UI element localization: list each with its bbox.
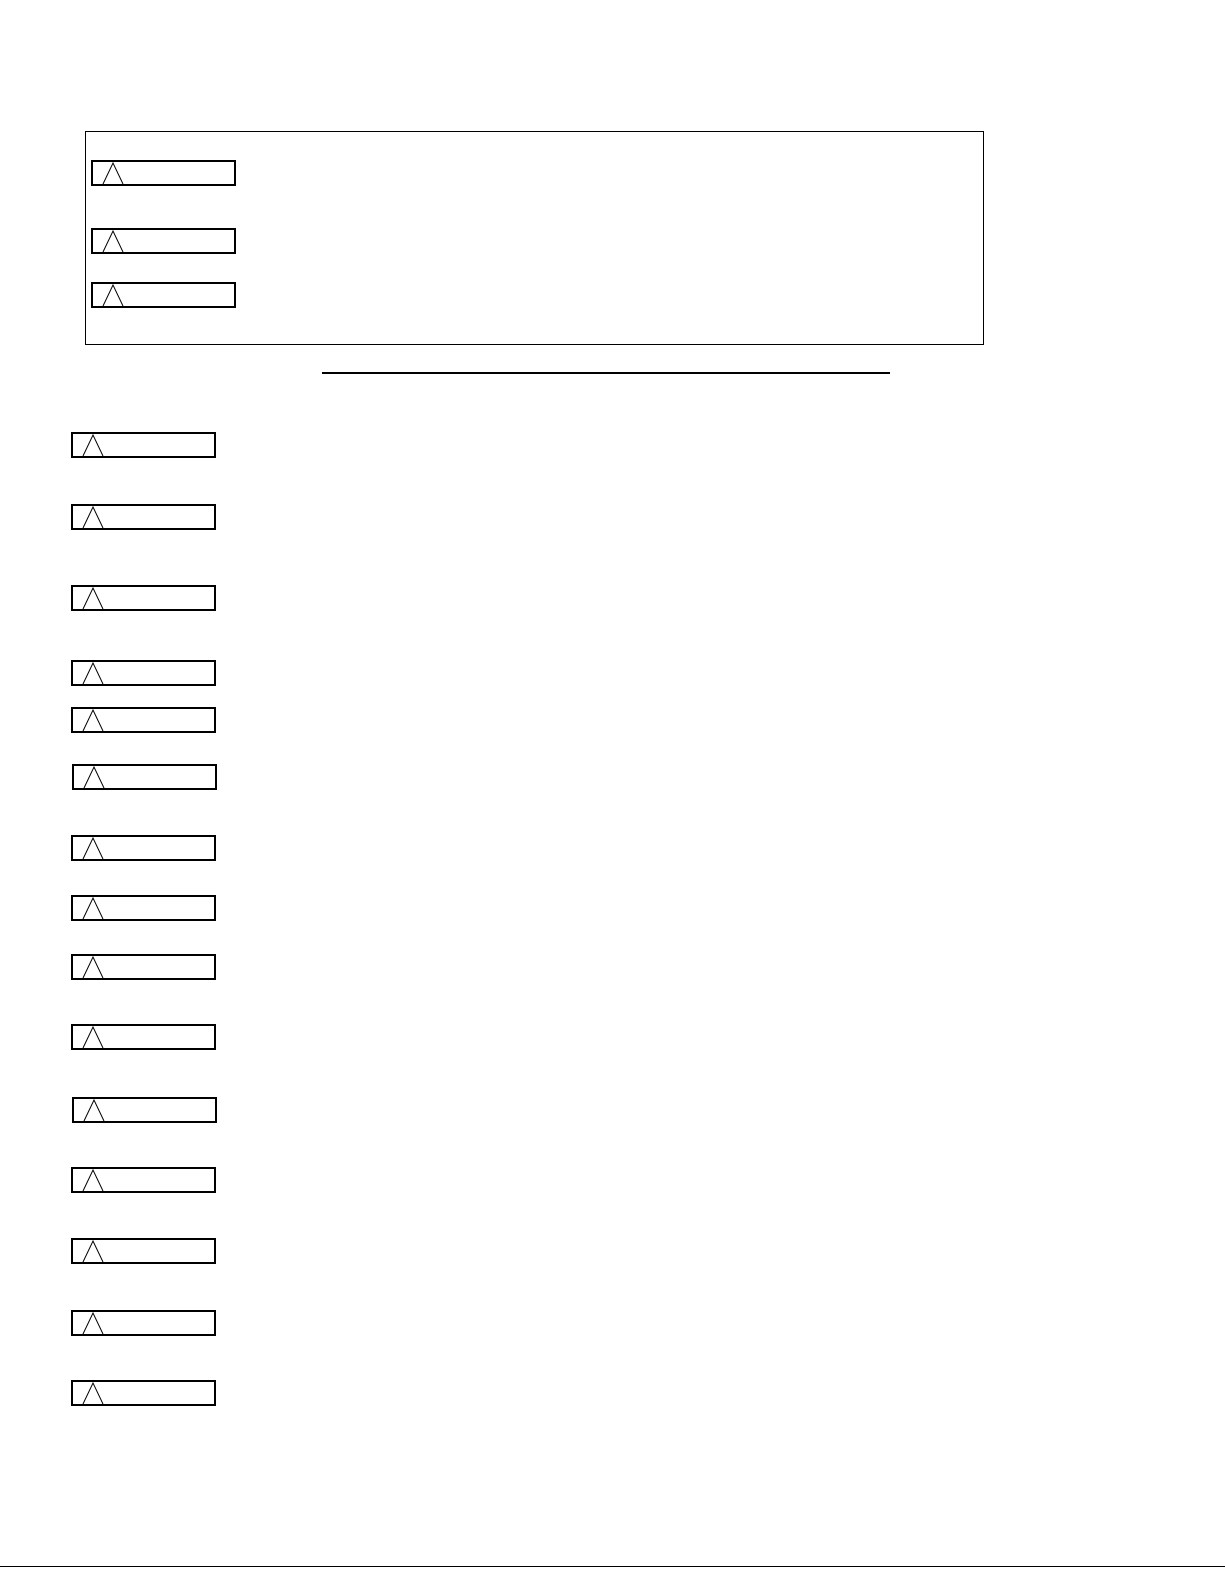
triangle-icon bbox=[81, 709, 107, 731]
horizontal-rule bbox=[322, 372, 890, 374]
triangle-icon bbox=[101, 162, 127, 184]
redaction-marker bbox=[71, 835, 216, 861]
triangle-icon bbox=[82, 766, 108, 788]
redaction-marker bbox=[71, 895, 216, 921]
redaction-marker bbox=[71, 954, 216, 980]
triangle-icon bbox=[81, 956, 107, 978]
redaction-marker bbox=[71, 1167, 216, 1193]
triangle-icon bbox=[81, 1026, 107, 1048]
redaction-marker bbox=[71, 1310, 216, 1336]
page-bottom-rule bbox=[0, 1566, 1225, 1567]
redaction-marker bbox=[71, 1380, 216, 1406]
redaction-marker bbox=[71, 504, 216, 530]
redaction-marker bbox=[71, 660, 216, 686]
redaction-marker bbox=[71, 432, 216, 458]
redaction-marker bbox=[72, 1097, 217, 1123]
redaction-marker bbox=[72, 764, 217, 790]
triangle-icon bbox=[81, 662, 107, 684]
redaction-marker bbox=[91, 160, 236, 186]
triangle-icon bbox=[81, 434, 107, 456]
triangle-icon bbox=[101, 230, 127, 252]
triangle-icon bbox=[81, 897, 107, 919]
redaction-marker bbox=[91, 228, 236, 254]
triangle-icon bbox=[81, 1169, 107, 1191]
triangle-icon bbox=[81, 506, 107, 528]
redaction-marker bbox=[71, 585, 216, 611]
triangle-icon bbox=[81, 1240, 107, 1262]
redaction-marker bbox=[91, 282, 236, 308]
triangle-icon bbox=[81, 837, 107, 859]
boxed-section bbox=[85, 131, 984, 345]
triangle-icon bbox=[101, 284, 127, 306]
triangle-icon bbox=[81, 1382, 107, 1404]
triangle-icon bbox=[81, 1312, 107, 1334]
triangle-icon bbox=[82, 1099, 108, 1121]
redaction-marker bbox=[71, 1024, 216, 1050]
triangle-icon bbox=[81, 587, 107, 609]
redaction-marker bbox=[71, 1238, 216, 1264]
redaction-marker bbox=[71, 707, 216, 733]
